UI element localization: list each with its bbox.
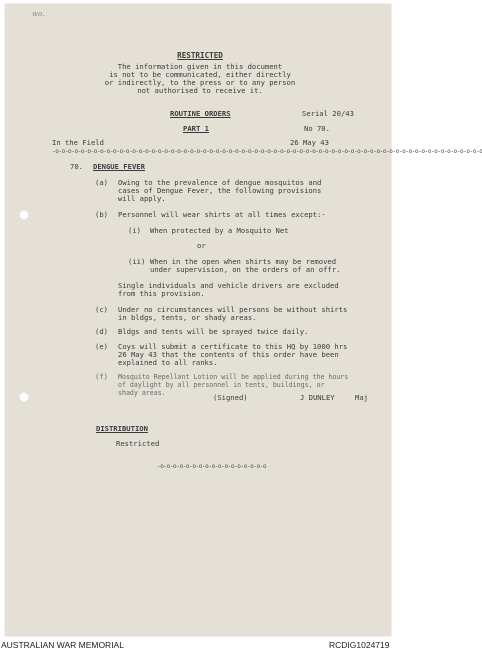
para-e-label: (e)	[95, 342, 108, 351]
para-e-line-1: Coys will submit a certificate to this HQ by 1000 hrs	[118, 342, 348, 351]
location-text: In the Field	[52, 138, 104, 147]
sub-i-label: (i)	[128, 226, 141, 235]
sub-ii-line-2: under supervision, on the orders of an offr.	[150, 265, 341, 274]
para-f-line-3: shady areas.	[118, 389, 166, 397]
sub-ii-label: (ii)	[128, 257, 146, 266]
para-c-label: (c)	[95, 305, 108, 314]
para-f-line-2: of daylight by all personnel in tents, buildings, or	[118, 381, 325, 389]
item-title: DENGUE FEVER	[93, 162, 145, 171]
order-number: No 70.	[304, 124, 330, 133]
notice-line-2: is not to be communicated, either directly	[109, 70, 291, 79]
end-dots: -o-o-o-o-o-o-o-o-o-o-o-o-o-o-o-o-o	[157, 463, 267, 470]
footer-source: AUSTRALIAN WAR MEMORIAL	[1, 640, 124, 650]
para-f-line-1: Mosquito Repellant Lotion will be applied during the hours	[118, 373, 349, 381]
single-note-line-1: Single individuals and vehicle drivers are excluded	[118, 281, 339, 290]
sub-i-text: When protected by a Mosquito Net	[150, 226, 289, 235]
footer-id: RCDIG1024719	[329, 640, 390, 650]
para-b-label: (b)	[95, 210, 108, 219]
punch-hole-top	[19, 210, 29, 220]
sub-ii-line-1: When in the open when shirts may be removed	[150, 257, 337, 266]
distribution-heading: DISTRIBUTION	[96, 424, 148, 433]
para-e-line-3: explained to all ranks.	[118, 358, 218, 367]
item-number: 70.	[70, 162, 83, 171]
para-c-line-1: Under no circumstances will persons be without shirts	[118, 305, 348, 314]
para-a-line-1: Owing to the prevalence of dengue mosquitos and	[118, 178, 322, 187]
para-a-line-3: will apply.	[118, 194, 166, 203]
para-d-label: (d)	[95, 327, 108, 336]
pencil-annotation: wo.	[32, 10, 45, 18]
para-a-line-2: cases of Dengue Fever, the following provisions	[118, 186, 322, 195]
distribution-value: Restricted	[116, 439, 160, 448]
para-d-line-1: Bldgs and tents will be sprayed twice daily.	[118, 327, 309, 336]
or-text: or	[197, 241, 206, 250]
single-note-line-2: from this provision.	[118, 289, 205, 298]
serial-number: Serial 20/43	[302, 109, 354, 118]
notice-line-4: not authorised to receive it.	[137, 86, 263, 95]
para-a-label: (a)	[95, 178, 108, 187]
para-f-label: (f)	[95, 372, 108, 381]
signatory-rank: Maj	[355, 393, 368, 402]
order-date: 26 May 43	[290, 138, 329, 147]
notice-line-3: or indirectly, to the press or to any person	[104, 78, 296, 87]
signatory-name: J DUNLEY	[300, 393, 335, 402]
separator-dots: -o-o-o-o-o-o-o-o-o-o-o-o-o-o-o-o-o-o-o-o-o-o-o-o-o-o-o-o-o-o-o-o-o-o-o-o-o-o-o-o-o-o-o-o-o-o-o-o-o-o-o-o-o-o-o-o-o-o-o-o-o-o-o-o-o-o-o	[52, 148, 482, 155]
para-c-line-2: in bldgs, tents, or shady areas.	[118, 313, 257, 322]
routine-orders-heading: ROUTINE ORDERS	[170, 109, 231, 118]
classification-heading: RESTRICTED	[177, 51, 223, 60]
signed-label: (Signed)	[213, 393, 248, 402]
para-b-line-1: Personnel will wear shirts at all times except:-	[118, 210, 326, 219]
part-heading: PART 1	[183, 124, 209, 133]
punch-hole-bottom	[19, 392, 29, 402]
notice-line-1: The information given in this document	[117, 62, 283, 71]
para-e-line-2: 26 May 43 that the contents of this order have been	[118, 350, 339, 359]
